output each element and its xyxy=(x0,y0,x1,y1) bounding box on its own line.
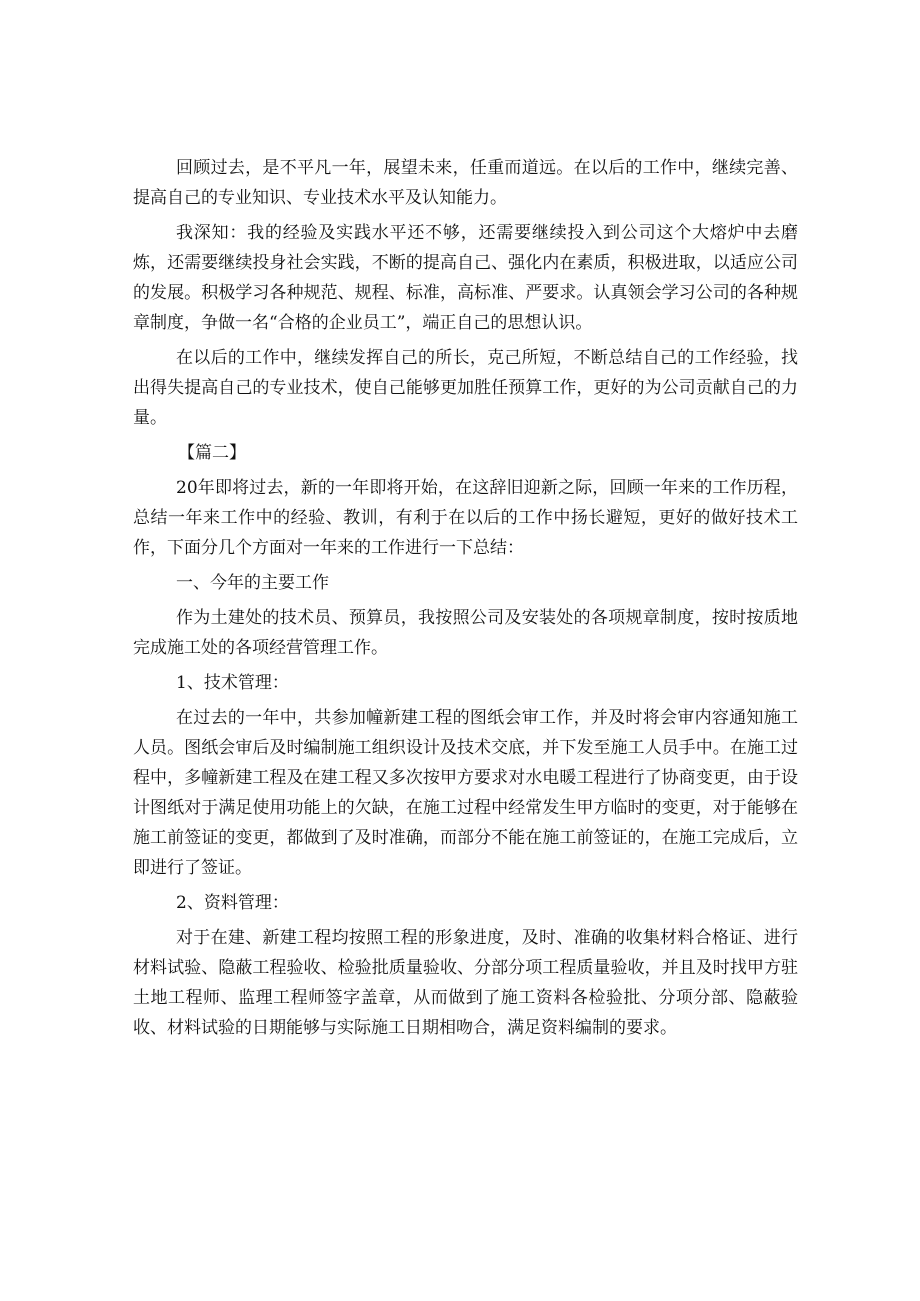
paragraph-role: 作为土建处的技术员、预算员，我按照公司及安装处的各项规章制度，按时按质地完成施工处的各项经营管理工作。 xyxy=(133,608,798,658)
document-body xyxy=(133,153,798,1048)
subheading-document-management: 2、资料管理： xyxy=(176,893,289,913)
paragraph-review: 回顾过去，是不平凡一年，展望未来，任重而道远。在以后的工作中，继续完善、提高自己的专业知识、专业技术水平及认知能力。 xyxy=(133,158,798,208)
paragraph-future-work: 在以后的工作中，继续发挥自己的所长，克己所短，不断总结自己的工作经验，找出得失提高自己的专业技术，使自己能够更加胜任预算工作，更好的为公司贡献自己的力量。 xyxy=(133,348,798,428)
paragraph-self-awareness: 我深知：我的经验及实践水平还不够，还需要继续投入到公司这个大熔炉中去磨炼，还需要继续投身社会实践，不断的提高自己、强化内在素质，积极进取，以适应公司的发展。积极学习各种规范、规程、标准，高标准、严要求。认真领会学习公司的各种规章制度，争做一名“合格的企业员工”，端正自己的思想认识。 xyxy=(133,223,798,333)
paragraph-document-management: 对于在建、新建工程均按照工程的形象进度，及时、准确的收集材料合格证、进行材料试验、隐蔽工程验收、检验批质量验收、分部分项工程质量验收，并且及时找甲方驻土地工程师、监理工程师签字盖章，从而做到了施工资料各检验批、分项分部、隐蔽验收、材料试验的日期能够与实际施工日期相吻合，满足资料编制的要求。 xyxy=(133,928,798,1038)
subheading-main-work: 一、今年的主要工作 xyxy=(176,573,329,593)
subheading-technical-management: 1、技术管理： xyxy=(176,673,289,693)
paragraph-technical-management: 在过去的一年中，共参加幢新建工程的图纸会审工作，并及时将会审内容通知施工人员。图纸会审后及时编制施工组织设计及技术交底，并下发至施工人员手中。在施工过程中，多幢新建工程及在建工程又多次按甲方要求对水电暖工程进行了协商变更，由于设计图纸对于满足使用功能上的欠缺，在施工过程中经常发生甲方临时的变更，对于能够在施工前签证的变更，都做到了及时准确，而部分不能在施工前签证的，在施工完成后，立即进行了签证。 xyxy=(133,708,798,878)
paragraph-year-summary: 20年即将过去，新的一年即将开始，在这辞旧迎新之际，回顾一年来的工作历程，总结一年来工作中的经验、教训，有利于在以后的工作中扬长避短，更好的做好技术工作，下面分几个方面对一年来的工作进行一下总结： xyxy=(133,478,798,558)
section-heading-part-two: 【篇二】 xyxy=(178,443,246,463)
